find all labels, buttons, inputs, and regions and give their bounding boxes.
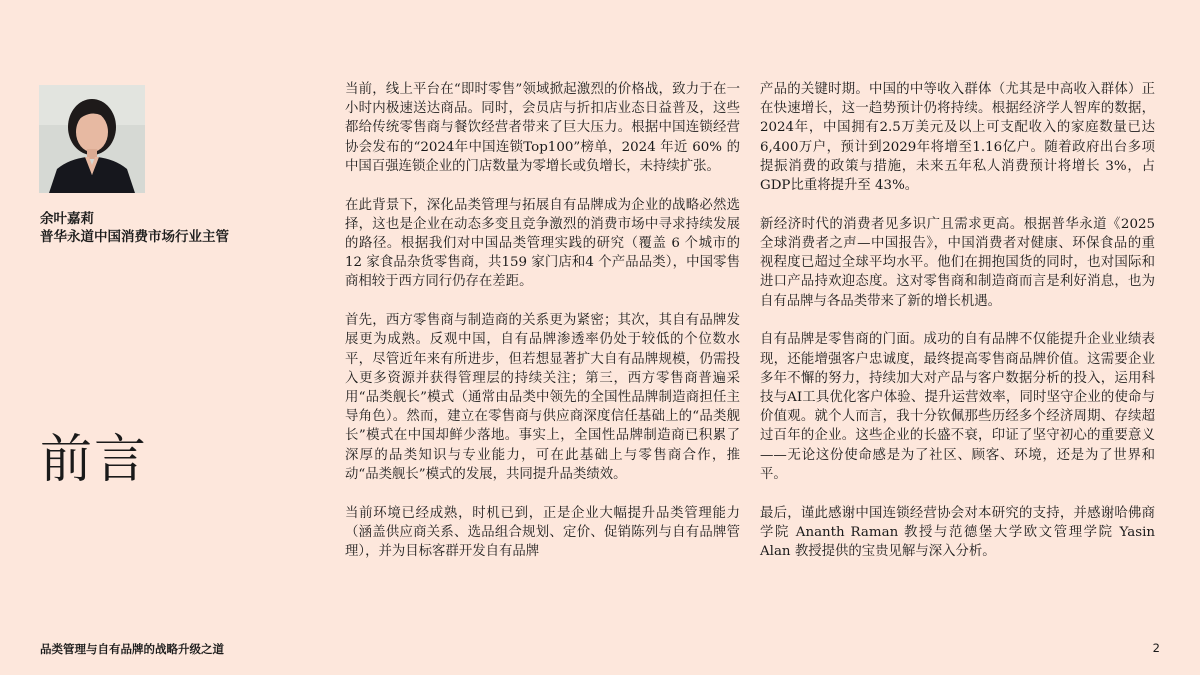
paragraph: 最后，谨此感谢中国连锁经营协会对本研究的支持，并感谢哈佛商学院 Ananth Raman 教授与范德堡大学欧文管理学院 Yasin Alan 教授提供的宝贵见解与深入分析。 — [760, 505, 1155, 560]
text-column-right — [760, 80, 1155, 581]
footer-report-title: 品类管理与自有品牌的战略升级之道 — [40, 642, 224, 656]
text-column-left — [345, 80, 740, 581]
paragraph: 自有品牌是零售商的门面。成功的自有品牌不仅能提升企业业绩表现，还能增强客户忠诚度，最终提高零售商品牌价值。这需要企业多年不懈的努力，持续加大对产品与客户数据分析的投入，运用科技与AI工具优化客户体验、提升运营效率，同时坚守企业的使命与价值观。就个人而言，我十分钦佩那些历经多个经济周期、存续超过百年的企业。这些企业的长盛不衰，印证了坚守初心的重要意义——无论这份使命感是为了社区、顾客、环境，还是为了世界和平。 — [760, 332, 1155, 482]
paragraph: 产品的关键时期。中国的中等收入群体（尤其是中高收入群体）正在快速增长，这一趋势预计仍将持续。根据经济学人智库的数据，2024年，中国拥有2.5万美元及以上可支配收入的家庭数量已达6,400万户，预计到2029年将增至1.16亿户。随着政府出台多项提振消费的政策与措施，未来五年私人消费预计将增长 3%，占GDP比重将提升至 43%。 — [760, 82, 1155, 194]
author-name: 余叶嘉莉 — [40, 211, 94, 227]
author-title: 普华永道中国消费市场行业主管 — [40, 229, 229, 245]
paragraph: 新经济时代的消费者见多识广且需求更高。根据普华永道《2025 全球消费者之声—中国报告》，中国消费者对健康、环保食品的重视程度已超过全球平均水平。他们在拥抱国货的同时，也对国际和进口产品持欢迎态度。这对零售商和制造商而言是利好消息，也为自有品牌与各品类带来了新的增长机遇。 — [760, 216, 1155, 309]
paragraph: 当前，线上平台在“即时零售”领域掀起激烈的价格战，致力于在一小时内极速送达商品。同时，会员店与折扣店业态日益普及，这些都给传统零售商与餐饮经营者带来了巨大压力。根据中国连锁经营协会发布的“2024年中国连锁Top100”榜单，2024 年近 60% 的中国百强连锁企业的门店数量为零增长或负增长，未持续扩张。 — [345, 82, 740, 174]
paragraph: 在此背景下，深化品类管理与拓展自有品牌成为企业的战略必然选择，这也是企业在动态多变且竞争激烈的消费市场中寻求持续发展的路径。根据我们对中国品类管理实践的研究（覆盖 6 个城市的 12 家食品杂货零售商，共159 家门店和4 个产品品类），中国零售商相较于西方同行仍存在差距。 — [345, 197, 740, 290]
paragraph: 当前环境已经成熟，时机已到，正是企业大幅提升品类管理能力（涵盖供应商关系、选品组合规划、定价、促销陈列与自有品牌管理），并为目标客群开发自有品牌 — [345, 505, 740, 560]
section-title: 前言 — [40, 430, 149, 490]
author-photo — [39, 85, 145, 193]
page-number: 2 — [1152, 641, 1160, 655]
paragraph: 首先，西方零售商与制造商的关系更为紧密；其次，其自有品牌发展更为成熟。反观中国，自有品牌渗透率仍处于较低的个位数水平，尽管近年来有所进步，但若想显著扩大自有品牌规模，仍需投入更多资源并获得管理层的持续关注；第三，西方零售商普遍采用“品类舰长”模式（通常由品类中领先的全国性品牌制造商担任主导角色）。然而，建立在零售商与供应商深度信任基础上的“品类舰长”模式在中国却鲜少落地。事实上，全国性品牌制造商已积累了深厚的品类知识与专业能力，可在此基础上与零售商合作，推动“品类舰长”模式的发展，共同提升品类绩效。 — [345, 313, 740, 482]
